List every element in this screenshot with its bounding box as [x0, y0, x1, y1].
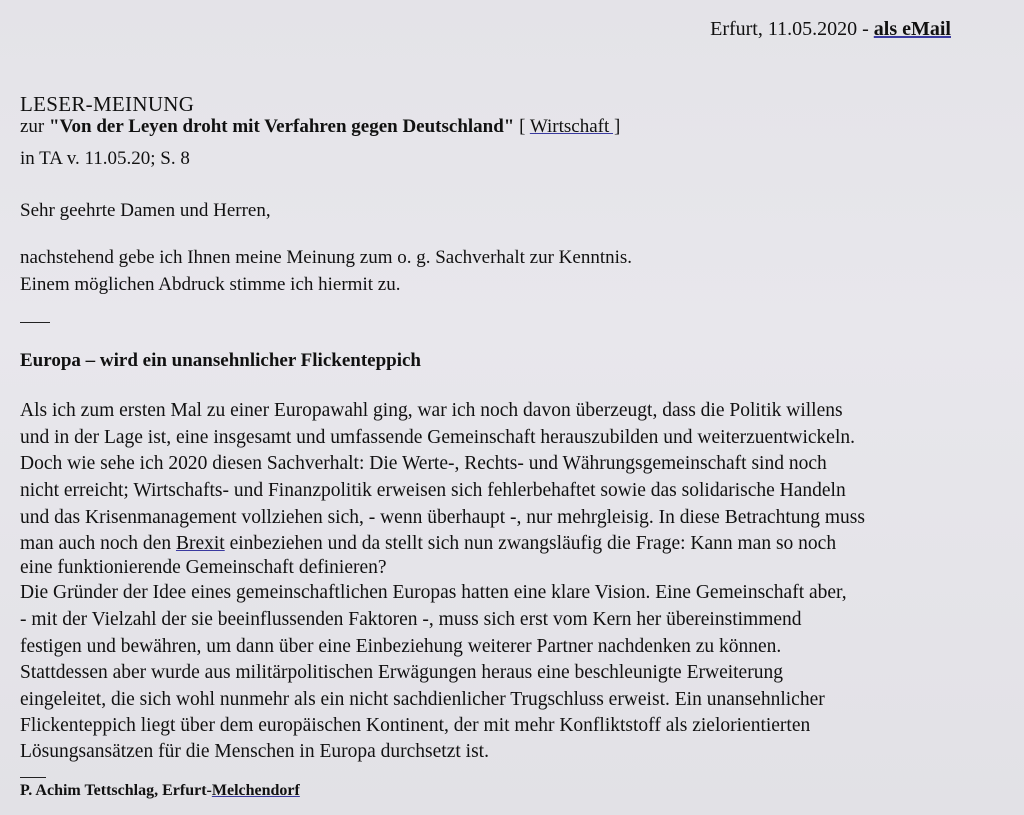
body-line: [20, 533, 836, 555]
separator-rule: [20, 322, 50, 323]
signature-rule: [20, 777, 46, 778]
reference-bracket: [: [514, 116, 530, 137]
dateline-text: Erfurt, 11.05.2020 -: [710, 18, 874, 40]
body-line: eingeleitet, die sich wohl nunmehr als ein nicht sachdienlicher Trugschluss erweist. Ein unansehnlicher: [20, 689, 825, 710]
body-line-start: man auch noch den: [20, 533, 176, 554]
greeting: Sehr geehrte Damen und Herren,: [20, 200, 271, 221]
body-line-end: einbeziehen und da stellt sich nun zwangsläufig die Frage: Kann man so noch: [224, 533, 837, 554]
dateline: [710, 18, 951, 41]
signature-place: Melchendorf: [211, 782, 300, 799]
letter-heading: LESER-MEINUNG: [20, 92, 195, 116]
brexit-word: Brexit: [175, 533, 225, 554]
body-line: Stattdessen aber wurde aus militärpolitischen Erwägungen heraus eine beschleunigte Erweiterung: [20, 662, 783, 683]
body-line: nicht erreicht; Wirtschafts- und Finanzpolitik erweisen sich fehlerbehaftet sowie das solidarische Handeln: [20, 480, 846, 501]
source-line: in TA v. 11.05.20; S. 8: [20, 148, 190, 169]
body-line: eine funktionierende Gemeinschaft definieren?: [20, 557, 387, 578]
intro-line-1: nachstehend gebe ich Ihnen meine Meinung zum o. g. Sachverhalt zur Kenntnis.: [20, 247, 633, 268]
reference-line: [20, 116, 620, 138]
body-line: Die Gründer der Idee eines gemeinschaftlichen Europas hatten eine klare Vision. Eine Gemeinschaft aber,: [20, 582, 847, 603]
article-title: Europa – wird ein unansehnlicher Flickenteppich: [20, 350, 422, 371]
intro-line-2: Einem möglichen Abdruck stimme ich hiermit zu.: [20, 274, 401, 295]
body-line: festigen und bewähren, um dann über eine Einbeziehung weiterer Partner nachdenken zu können.: [20, 636, 782, 657]
body-line: - mit der Vielzahl der sie beeinflussenden Faktoren -, muss sich erst vom Kern her übereinstimmend: [20, 609, 802, 630]
reference-title: "Von der Leyen droht mit Verfahren gegen Deutschland": [49, 116, 515, 137]
body-line: und das Krisenmanagement vollziehen sich, - wenn überhaupt -, nur mehrgleisig. In diese Betrachtung muss: [20, 507, 865, 528]
reference-prefix: zur: [20, 116, 50, 137]
body-line: Flickenteppich liegt über dem europäischen Kontinent, der mit mehr Konfliktstoff als zielorientierten: [20, 715, 811, 736]
signature-name: P. Achim Tettschlag, Erfurt-: [20, 782, 212, 799]
reference-section-tag: Wirtschaft ]: [529, 116, 621, 137]
body-line: und in der Lage ist, eine insgesamt und umfassende Gemeinschaft herauszubilden und weiterzuentwickeln.: [20, 427, 855, 448]
body-line: Lösungsansätzen für die Menschen in Europa durchsetzt ist.: [20, 741, 489, 762]
signature: [20, 782, 300, 800]
email-label: als eMail: [873, 18, 951, 40]
body-line: Als ich zum ersten Mal zu einer Europawahl ging, war ich noch davon überzeugt, dass die Politik willens: [20, 400, 843, 421]
body-line: Doch wie sehe ich 2020 diesen Sachverhalt: Die Werte-, Rechts- und Währungsgemeinschaft sind noch: [20, 453, 827, 474]
